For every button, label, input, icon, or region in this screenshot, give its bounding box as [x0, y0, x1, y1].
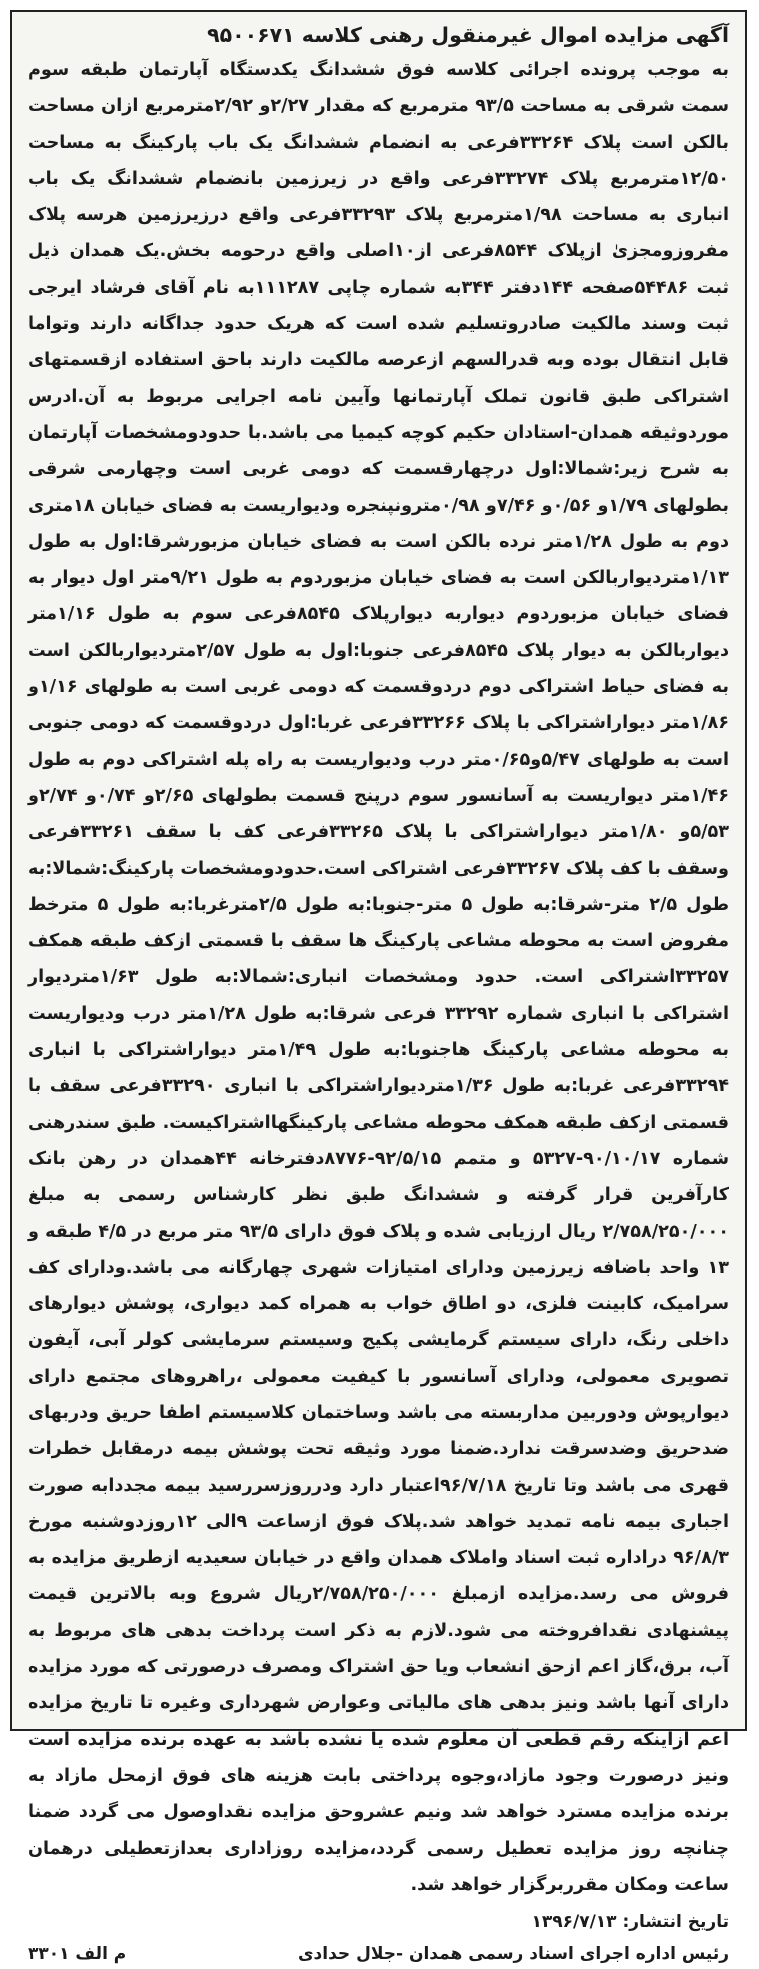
signature-line: رئیس اداره اجرای اسناد رسمی همدان -جلال حدادی: [297, 1944, 729, 1965]
notice-title: آگهی مزایده اموال غیرمنقول رهنی کلاسه ۹۵۰۰۶۷۱: [207, 23, 729, 47]
auction-notice: [10, 10, 747, 1965]
publish-date: تاریخ انتشار: ۱۳۹۶/۷/۱۳: [531, 1912, 729, 1933]
reference-number: م الف ۳۳۰۱: [28, 1944, 127, 1965]
notice-footer: [28, 1939, 729, 1969]
notice-body: به موجب پرونده اجرائی کلاسه فوق ششدانگ یکدستگاه آپارتمان طبقه سوم سمت شرقی به مساحت ۹۳/۵ مترمربع که مقدار ۲/۲۷و ۲/۹۲مترمربع ازان مساحت بالکن است پلاک ۳۳۲۶۴فرعی به انضمام ششدانگ یک باب پارکینگ به مساحت ۱۲/۵۰مترمربع پلاک ۳۳۲۷۴فرعی واقع در زیرزمین بانضمام ششدانگ یک باب انباری به مساحت ۱/۹۸مترمربع پلاک ۳۳۲۹۳فرعی واقع درزیرزمین هرسه پلاک مفروزومجزیٰ ازپلاک ۸۵۴۴فرعی از۱۰اصلی واقع درحومه بخش.یک همدان ذیل ثبت ۵۴۴۸۶صفحه ۱۴۴دفتر ۳۴۴به شماره چاپی ۱۱۱۲۸۷به نام آقای فرشاد ایرجی ثبت وسند مالکیت صادروتسلیم شده است که هریک حدود جداگانه دارند وتواما قابل انتقال بوده وبه قدرالسهم ازعرصه مالکیت دارند باحق استفاده ازقسمتهای اشتراکی طبق قانون تملک آپارتمانها وآیین نامه اجرایی مربوط به آن.ادرس موردوثیقه همدان-استادان حکیم کوچه کیمیا می باشد.با حدودومشخصات آپارتمان به شرح زیر:شمالا:اول درچهارقسمت که دومی غربی است وچهارمی شرقی بطولهای ۱/۷۹و ۰/۵۶و ۷/۴۶و ۰/۹۸مترونپنجره ودیواریست به فضای خیابان ۱۸متری دوم به طول ۱/۲۸متر نرده بالکن است به فضای خیابان مزبورشرقا:اول به طول ۱/۱۳متردیواربالکن است به فضای خیابان مزبوردوم به طول ۹/۲۱متر اول دیوار به فضای خیابان مزبوردوم دیواربه دیوارپلاک ۸۵۴۵فرعی سوم به طول ۱/۱۶متر دیواربالکن به دیوار پلاک ۸۵۴۵فرعی جنوبا:اول به طول ۲/۵۷متردیواربالکن است به فضای حیاط اشتراکی دوم دردوقسمت که دومی غربی است به طولهای ۱/۱۶و ۱/۸۶متر دیواراشتراکی با پلاک ۳۳۲۶۶فرعی غربا:اول دردوقسمت که دومی جنوبی است به طولهای ۵/۴۷و۰/۶۵متر درب ودیواریست به راه پله اشتراکی دوم به طول ۱/۴۶متر دیواریست به آسانسور سوم درپنج قسمت بطولهای ۲/۶۵و ۰/۷۴و ۲/۷۴و ۵/۵۳و ۱/۸۰متر دیواراشتراکی با پلاک ۳۳۲۶۵فرعی کف با سقف ۳۳۲۶۱فرعی وسقف با کف پلاک ۳۳۲۶۷فرعی اشتراکی است.حدودومشخصات پارکینگ:شمالا:به طول ۲/۵ متر-شرقا:به طول ۵ متر-جنوبا:به طول ۲/۵مترغربا:به طول ۵ مترخط مفروض است به محوطه مشاعی پارکینگ ها سقف با قسمتی ازکف طبقه همکف ۳۳۲۵۷اشتراکی است. حدود ومشخصات انباری:شمالا:به طول ۱/۶۳متردیوار اشتراکی با انباری شماره ۳۳۲۹۲ فرعی شرقا:به طول ۱/۲۸متر درب ودیواریست به محوطه مشاعی پارکینگ هاجنوبا:به طول ۱/۴۹متر دیواراشتراکی با انباری ۳۳۲۹۴فرعی غربا:به طول ۱/۳۶متردیواراشتراکی با انباری ۳۳۲۹۰فرعی سقف با قسمتی ازکف طبقه همکف محوطه مشاعی پارکینگهااشتراکیست. طبق سندرهنی شماره ۹۰/۱۰/۱۷-۵۳۲۷ و متمم ۹۲/۵/۱۵-۸۷۷۶دفترخانه ۴۴همدان در رهن بانک کارآفرین قرار گرفته و ششدانگ طبق نظر کارشناس رسمی به مبلغ ۲/۷۵۸/۲۵۰/۰۰۰ ریال ارزیابی شده و پلاک فوق دارای ۹۳/۵ متر مربع در ۴/۵ طبقه و ۱۳ واحد باضافه زیرزمین ودارای امتیازات شهری چهارگانه می باشد.ودارای کف سرامیک، کابینت فلزی، دو اطاق خواب به همراه کمد دیواری، پوشش دیوارهای داخلی رنگ، دارای سیستم گرمایشی پکیج وسیستم سرمایشی کولر آبی، آیفون تصویری معمولی، ودارای آسانسور با کیفیت معمولی ،راهروهای مجتمع دارای دیوارپوش ودوربین مداربسته می باشد وساختمان کلاسیستم اطفا حریق ودربهای ضدحریق وضدسرقت ندارد.ضمنا مورد وثیقه تحت پوشش بیمه درمقابل خطرات قهری می باشد وتا تاریخ ۹۶/۷/۱۸اعتبار دارد ودرروزسررسید بیمه مجددابه صورت اجباری بیمه نامه تمدید خواهد شد.پلاک فوق ازساعت ۹الی ۱۲روزدوشنبه مورخ ۹۶/۸/۳ دراداره ثبت اسناد واملاک همدان واقع در خیابان سعیدیه ازطریق مزایده به فروش می رسد.مزایده ازمبلغ ۲/۷۵۸/۲۵۰/۰۰۰ریال شروع وبه بالاترین قیمت پیشنهادی نقدافروخته می شود.لازم به ذکر است پرداخت بدهی های مربوط به آب، برق،گاز اعم ازحق انشعاب ویا حق اشتراک ومصرف درصورتی که مورد مزایده دارای آنها باشد ونیز بدهی های مالیاتی وعوارض شهرداری وغیره تا تاریخ مزایده اعم ازاینکه رقم قطعی آن معلوم شده یا نشده باشد به عهده برنده مزایده است ونیز درصورت وجود مازاد،وجوه پرداختی بابت هزینه های فوق ازمحل مازاد به برنده مزایده مسترد خواهد شد ونیم عشروحق مزایده نقداوصول می گردد ضمنا چنانچه روز مزایده تعطیل رسمی گردد،مزایده روزاداری بعدازتعطیلی درهمان ساعت ومکان مقرربرگزار خواهد شد.: [28, 60, 730, 1895]
